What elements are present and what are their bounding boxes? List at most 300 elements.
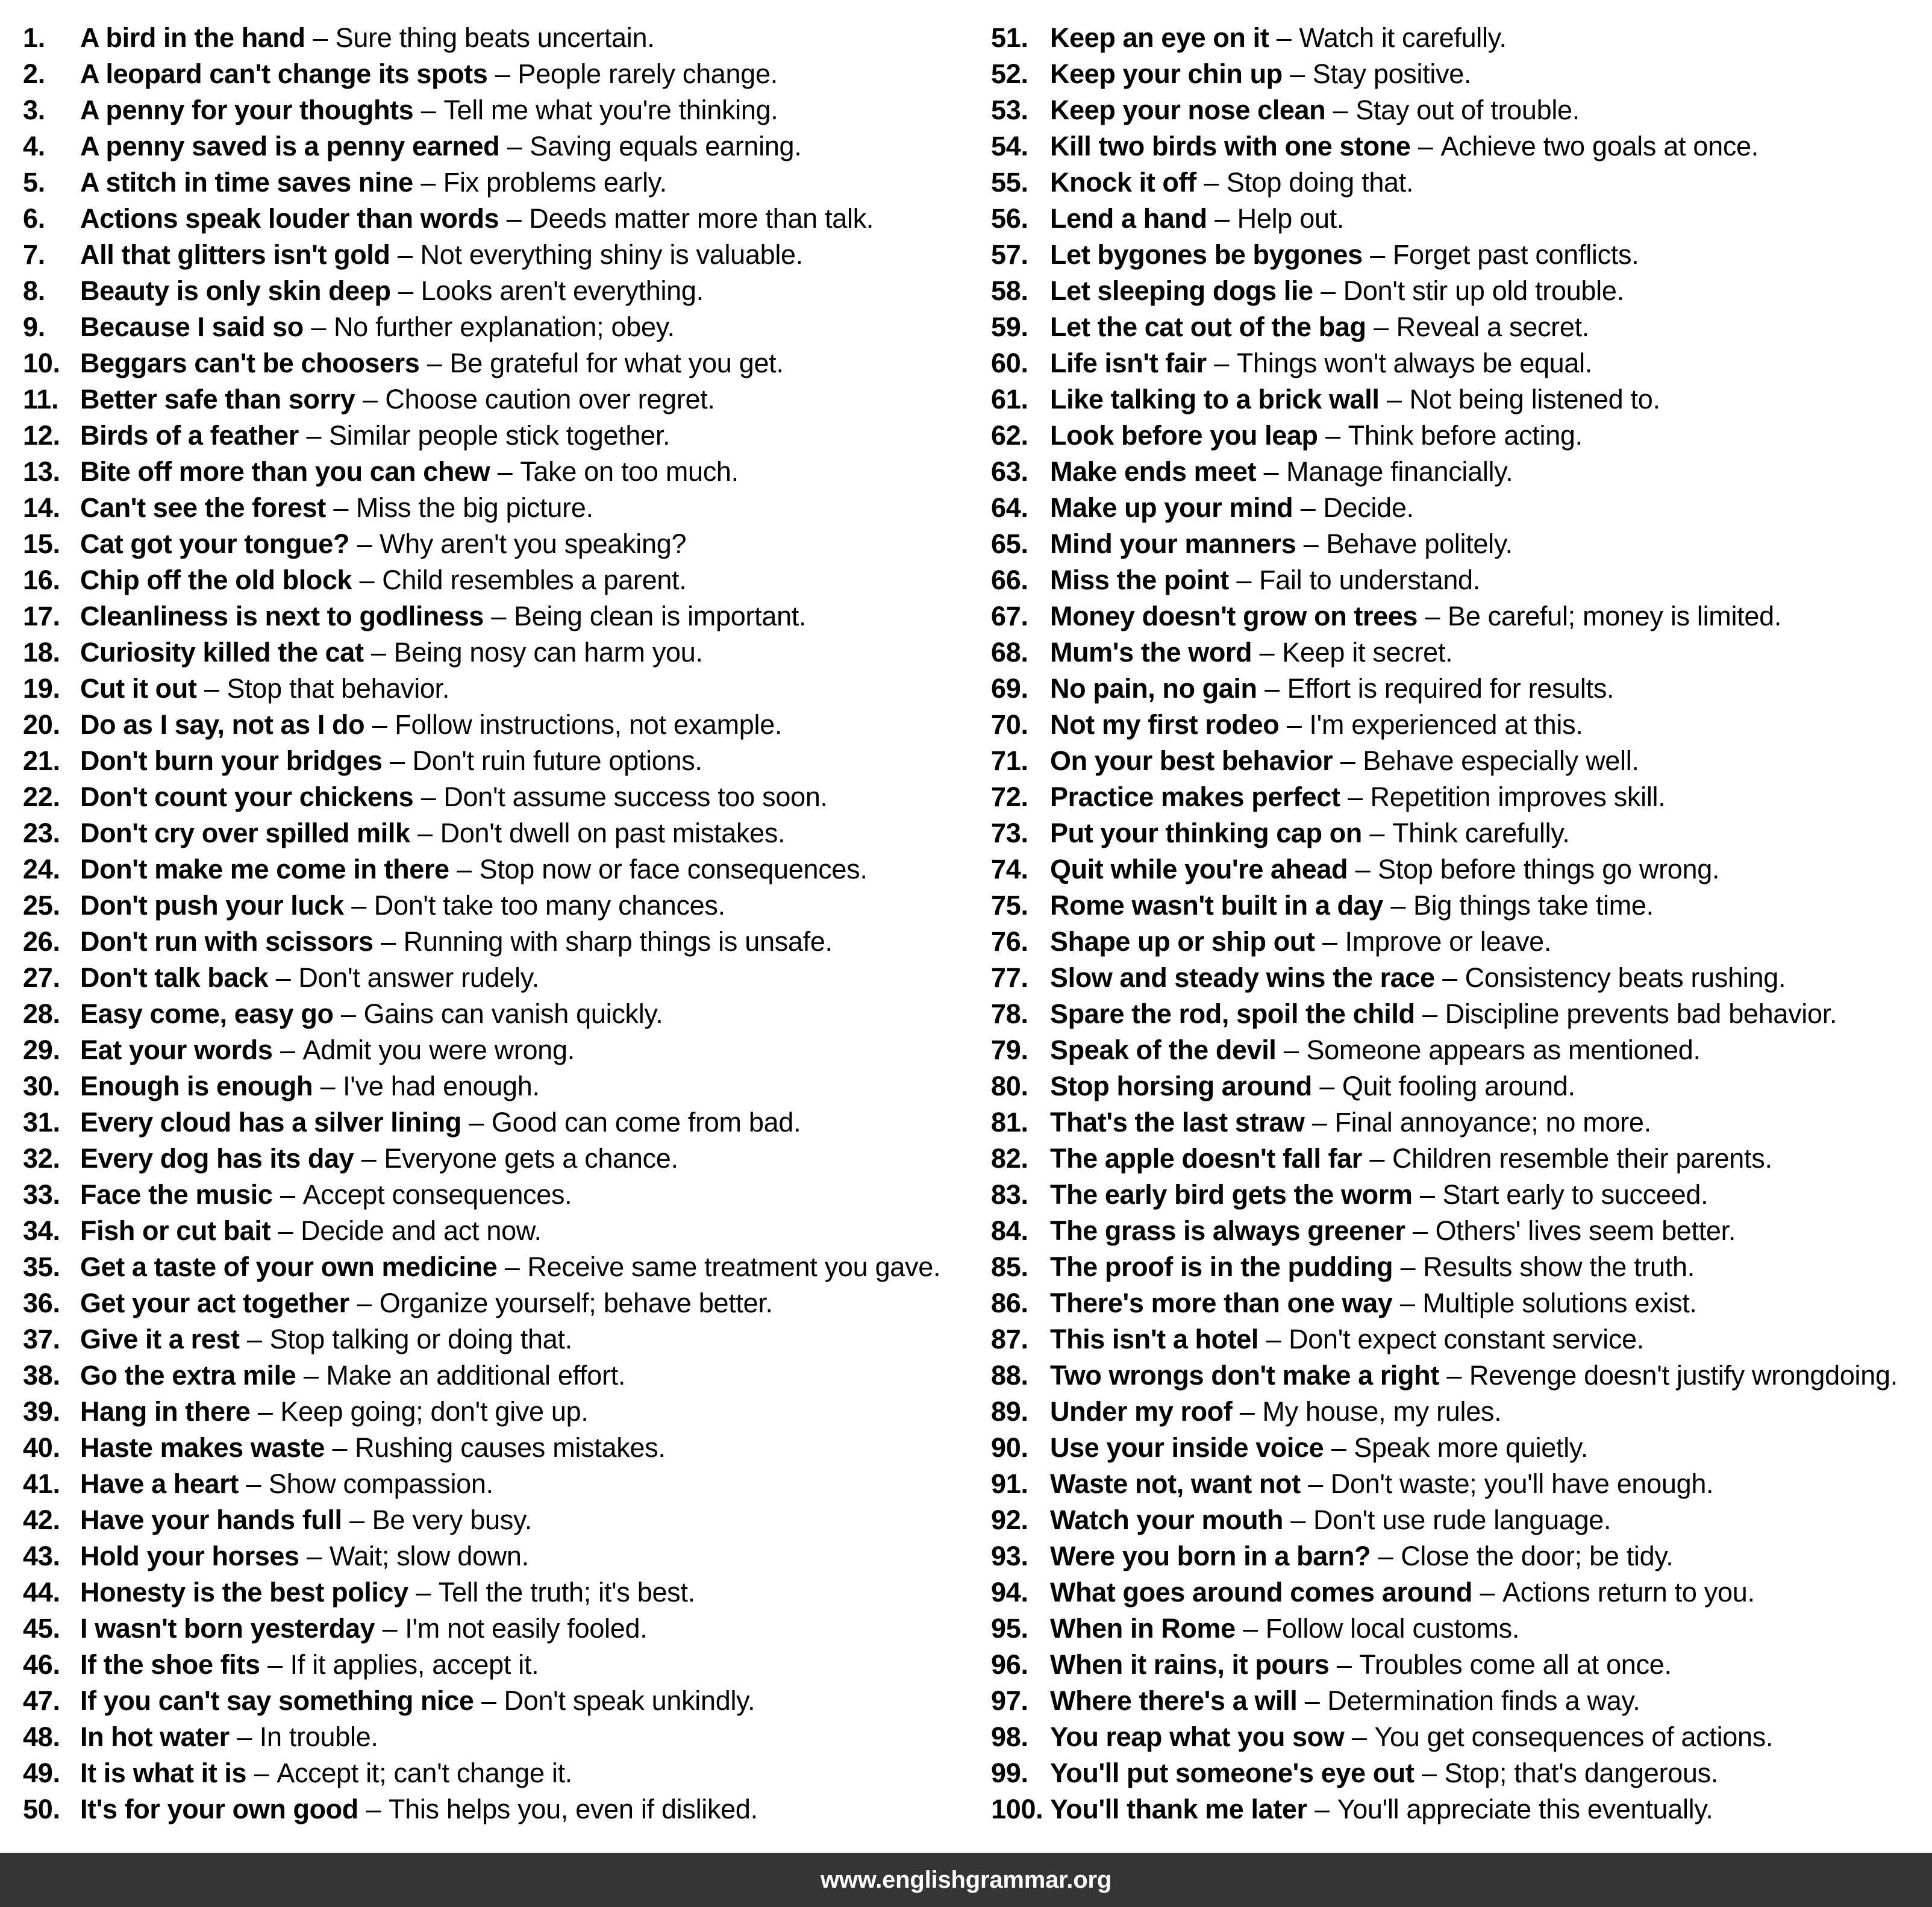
item-text	[1050, 237, 1639, 273]
item-text	[1050, 598, 1781, 634]
list-item	[23, 490, 963, 526]
item-number: 45.	[23, 1613, 60, 1644]
separator-dash: –	[1235, 1613, 1266, 1644]
list-item	[991, 1068, 1931, 1104]
idiom-phrase: When it rains, it pours	[1050, 1649, 1330, 1680]
separator-dash: –	[268, 962, 299, 993]
separator-dash: –	[299, 1541, 330, 1571]
item-text	[80, 1032, 575, 1068]
separator-dash: –	[352, 565, 383, 595]
separator-dash: –	[499, 203, 530, 234]
idiom-phrase: All that glitters isn't gold	[80, 239, 390, 270]
item-number: 53.	[991, 95, 1028, 125]
idiom-phrase: Make ends meet	[1050, 456, 1257, 487]
list-item	[991, 454, 1931, 490]
list-item	[23, 924, 963, 960]
item-number: 32.	[23, 1143, 60, 1174]
item-text	[1050, 164, 1413, 201]
item-text	[1050, 1647, 1672, 1683]
idiom-meaning: Someone appears as mentioned.	[1306, 1035, 1701, 1065]
idiom-meaning: No further explanation; obey.	[333, 312, 675, 342]
item-number: 50.	[23, 1794, 60, 1824]
list-item	[991, 1466, 1931, 1502]
idiom-phrase: You'll put someone's eye out	[1050, 1758, 1415, 1788]
item-text	[1050, 924, 1551, 960]
item-text	[80, 237, 803, 273]
separator-dash: –	[196, 673, 227, 704]
idiom-phrase: You reap what you sow	[1050, 1721, 1345, 1752]
item-number: 16.	[23, 565, 60, 595]
item-number: 41.	[23, 1468, 60, 1499]
item-number: 26.	[23, 926, 60, 957]
item-text	[80, 273, 704, 309]
item-number: 76.	[991, 926, 1028, 957]
item-text	[1050, 56, 1471, 92]
separator-dash: –	[1329, 1649, 1360, 1680]
item-number: 70.	[991, 709, 1028, 740]
idiom-meaning: Fail to understand.	[1258, 565, 1480, 595]
idiom-phrase: A penny saved is a penny earned	[80, 131, 500, 161]
list-item	[991, 598, 1931, 634]
item-text	[80, 454, 739, 490]
list-item	[23, 1068, 963, 1104]
item-number: 60.	[991, 348, 1028, 378]
separator-dash: –	[246, 1758, 277, 1788]
idiom-meaning: Help out.	[1237, 203, 1345, 234]
idiom-phrase: Let the cat out of the bag	[1050, 312, 1366, 342]
idiom-meaning: You get consequences of actions.	[1374, 1721, 1774, 1752]
list-item	[23, 237, 963, 273]
item-number: 34.	[23, 1215, 60, 1246]
idiom-meaning: Follow instructions, not example.	[395, 709, 783, 740]
idiom-phrase: That's the last straw	[1050, 1107, 1305, 1138]
separator-dash: –	[272, 1179, 303, 1210]
list-item	[991, 960, 1931, 996]
idiom-phrase: Not my first rodeo	[1050, 709, 1280, 740]
separator-dash: –	[490, 456, 521, 487]
separator-dash: –	[1311, 1071, 1342, 1101]
item-number: 98.	[991, 1721, 1028, 1752]
item-number: 22.	[23, 781, 60, 812]
idiom-meaning: Effort is required for results.	[1287, 673, 1615, 704]
list-item	[23, 851, 963, 888]
list-item	[23, 345, 963, 381]
list-item	[991, 1791, 1931, 1827]
item-number: 4.	[23, 131, 45, 161]
item-number: 20.	[23, 709, 60, 740]
list-item	[23, 671, 963, 707]
item-text	[1050, 779, 1665, 815]
idiom-phrase: Fish or cut bait	[80, 1215, 271, 1246]
item-text	[1050, 888, 1654, 924]
separator-dash: –	[449, 854, 480, 885]
idiom-phrase: Mind your manners	[1050, 528, 1296, 559]
idiom-meaning: Don't speak unkindly.	[504, 1685, 755, 1716]
item-text	[1050, 1538, 1673, 1574]
separator-dash: –	[1279, 709, 1310, 740]
list-item	[23, 526, 963, 562]
separator-dash: –	[1383, 890, 1413, 921]
list-item	[23, 418, 963, 454]
idiom-phrase: Have your hands full	[80, 1505, 342, 1535]
idiom-meaning: Wait; slow down.	[329, 1541, 529, 1571]
idiom-meaning: Reveal a secret.	[1396, 312, 1589, 342]
idiom-meaning: Accept consequences.	[302, 1179, 572, 1210]
item-number: 11.	[23, 384, 59, 415]
list-item	[991, 1394, 1931, 1430]
separator-dash: –	[1269, 22, 1299, 53]
list-item	[991, 490, 1931, 526]
separator-dash: –	[1304, 1107, 1335, 1138]
idiom-meaning: Think before acting.	[1348, 420, 1583, 451]
item-number: 91.	[991, 1468, 1028, 1499]
list-item	[23, 92, 963, 128]
item-text	[80, 56, 778, 92]
item-number: 80.	[991, 1071, 1028, 1101]
item-number: 36.	[23, 1288, 60, 1318]
idiom-phrase: Look before you leap	[1050, 420, 1318, 451]
idiom-phrase: Do as I say, not as I do	[80, 709, 365, 740]
idiom-meaning: Quit fooling around.	[1342, 1071, 1575, 1101]
item-number: 42.	[23, 1505, 60, 1535]
idiom-meaning: Miss the big picture.	[355, 492, 593, 523]
separator-dash: –	[1228, 565, 1259, 595]
list-item	[991, 1611, 1931, 1647]
item-number: 65.	[991, 528, 1028, 559]
idiom-meaning: Rushing causes mistakes.	[355, 1432, 666, 1463]
idiom-meaning: Show compassion.	[268, 1468, 493, 1499]
item-number: 96.	[991, 1649, 1028, 1680]
item-text	[1050, 815, 1569, 851]
idiom-phrase: Can't see the forest	[80, 492, 326, 523]
idiom-meaning: My house, my rules.	[1262, 1396, 1502, 1427]
item-number: 18.	[23, 637, 60, 668]
separator-dash: –	[1232, 1396, 1263, 1427]
item-text	[80, 960, 539, 996]
list-item	[991, 309, 1931, 345]
idiom-phrase: Watch your mouth	[1050, 1505, 1283, 1535]
list-item	[991, 273, 1931, 309]
idiom-meaning: Sure thing beats uncertain.	[335, 22, 655, 53]
item-number: 63.	[991, 456, 1028, 487]
idiom-meaning: Don't waste; you'll have enough.	[1330, 1468, 1714, 1499]
idiom-phrase: Beauty is only skin deep	[80, 275, 391, 306]
item-text	[1050, 1611, 1519, 1647]
item-number: 43.	[23, 1541, 60, 1571]
list-item	[23, 1502, 963, 1538]
separator-dash: –	[1315, 926, 1345, 957]
idiom-phrase: Keep your chin up	[1050, 58, 1283, 89]
item-text	[1050, 1357, 1898, 1394]
idiom-meaning: Forget past conflicts.	[1392, 239, 1639, 270]
idiom-meaning: Watch it carefully.	[1299, 22, 1507, 53]
idiom-meaning: Determination finds a way.	[1327, 1685, 1640, 1716]
separator-dash: –	[342, 1505, 372, 1535]
separator-dash: –	[1313, 275, 1343, 306]
separator-dash: –	[1340, 781, 1371, 812]
idiom-phrase: Actions speak louder than words	[80, 203, 499, 234]
idiom-phrase: Don't make me come in there	[80, 854, 449, 885]
idiom-phrase: Enough is enough	[80, 1071, 313, 1101]
separator-dash: –	[229, 1721, 260, 1752]
idiom-phrase: Life isn't fair	[1050, 348, 1207, 378]
idiom-phrase: No pain, no gain	[1050, 673, 1257, 704]
item-text	[1050, 1285, 1697, 1321]
item-number: 82.	[991, 1143, 1028, 1174]
idiom-phrase: Money doesn't grow on trees	[1050, 601, 1418, 631]
item-number: 55.	[991, 167, 1028, 198]
separator-dash: –	[239, 1324, 270, 1354]
item-text	[80, 634, 703, 671]
separator-dash: –	[413, 95, 444, 125]
separator-dash: –	[1307, 1794, 1337, 1824]
idiom-meaning: Admit you were wrong.	[302, 1035, 575, 1065]
list-item	[991, 164, 1931, 201]
item-number: 19.	[23, 673, 60, 704]
item-text	[80, 1213, 542, 1249]
idiom-phrase: Don't burn your bridges	[80, 745, 383, 776]
separator-dash: –	[1196, 167, 1227, 198]
list-item	[991, 1430, 1931, 1466]
idiom-meaning: Big things take time.	[1413, 890, 1654, 921]
item-text	[1050, 526, 1513, 562]
item-number: 100.	[991, 1794, 1043, 1824]
item-number: 58.	[991, 275, 1028, 306]
item-text	[80, 201, 874, 237]
item-number: 6.	[23, 203, 45, 234]
idiom-phrase: Get a taste of your own medicine	[80, 1251, 498, 1282]
idiom-phrase: Every dog has its day	[80, 1143, 354, 1174]
item-number: 47.	[23, 1685, 60, 1716]
item-text	[80, 20, 654, 56]
idiom-phrase: Bite off more than you can chew	[80, 456, 490, 487]
list-item	[23, 815, 963, 851]
list-item	[23, 309, 963, 345]
idiom-meaning: Saving equals earning.	[530, 131, 802, 161]
item-text	[1050, 707, 1583, 743]
list-item	[991, 56, 1931, 92]
idiom-phrase: In hot water	[80, 1721, 230, 1752]
item-number: 39.	[23, 1396, 60, 1427]
item-number: 57.	[991, 239, 1028, 270]
idiom-meaning: Children resemble their parents.	[1392, 1143, 1772, 1174]
item-text	[1050, 345, 1592, 381]
idiom-meaning: Don't expect constant service.	[1289, 1324, 1644, 1354]
separator-dash: –	[1410, 131, 1441, 161]
item-number: 61.	[991, 384, 1028, 415]
item-text	[80, 92, 778, 128]
separator-dash: –	[1344, 1721, 1375, 1752]
idiom-phrase: Put your thinking cap on	[1050, 818, 1362, 848]
idiom-phrase: If the shoe fits	[80, 1649, 260, 1680]
item-text	[80, 815, 785, 851]
item-number: 24.	[23, 854, 60, 885]
separator-dash: –	[1206, 348, 1237, 378]
idiom-meaning: Follow local customs.	[1265, 1613, 1520, 1644]
idiom-meaning: I've had enough.	[343, 1071, 540, 1101]
item-text	[80, 1104, 801, 1141]
list-item	[23, 381, 963, 418]
idiom-meaning: Discipline prevents bad behavior.	[1445, 998, 1837, 1029]
separator-dash: –	[1324, 1432, 1354, 1463]
idiom-phrase: Speak of the devil	[1050, 1035, 1277, 1065]
list-item	[23, 1791, 963, 1827]
idiom-meaning: You'll appreciate this eventually.	[1337, 1794, 1713, 1824]
separator-dash: –	[1257, 673, 1287, 704]
list-item	[991, 1249, 1931, 1285]
idiom-phrase: A leopard can't change its spots	[80, 58, 488, 89]
website-link[interactable]: www.englishgrammar.org	[820, 1866, 1112, 1893]
idiom-phrase: Make up your mind	[1050, 492, 1293, 523]
idiom-phrase: Practice makes perfect	[1050, 781, 1340, 812]
item-number: 87.	[991, 1324, 1028, 1354]
separator-dash: –	[325, 492, 356, 523]
list-item	[23, 128, 963, 164]
idiom-meaning: Good can come from bad.	[491, 1107, 801, 1138]
item-number: 37.	[23, 1324, 60, 1354]
idiom-meaning: Why aren't you speaking?	[380, 528, 687, 559]
idiom-phrase: What goes around comes around	[1050, 1577, 1472, 1608]
separator-dash: –	[1282, 58, 1313, 89]
item-text	[80, 1502, 532, 1538]
list-item	[991, 1647, 1931, 1683]
list-item	[991, 1032, 1931, 1068]
item-text	[1050, 1068, 1575, 1104]
list-item	[991, 1538, 1931, 1574]
item-text	[80, 381, 715, 418]
idiom-meaning: Consistency beats rushing.	[1465, 962, 1786, 993]
separator-dash: –	[355, 384, 386, 415]
list-item	[991, 815, 1931, 851]
idiom-phrase: Let bygones be bygones	[1050, 239, 1363, 270]
idiom-meaning: Accept it; can't change it.	[277, 1758, 572, 1788]
separator-dash: –	[461, 1107, 492, 1138]
idiom-meaning: Speak more quietly.	[1354, 1432, 1588, 1463]
list-item	[23, 1538, 963, 1574]
list-item	[23, 1611, 963, 1647]
idiom-phrase: Give it a rest	[80, 1324, 240, 1354]
item-number: 3.	[23, 95, 45, 125]
idiom-meaning: Stay positive.	[1312, 58, 1472, 89]
item-text	[80, 1538, 529, 1574]
idiom-phrase: Have a heart	[80, 1468, 239, 1499]
list-item	[991, 562, 1931, 598]
list-item	[991, 851, 1931, 888]
separator-dash: –	[1325, 95, 1356, 125]
idiom-list-left	[23, 20, 963, 1827]
idiom-phrase: Stop horsing around	[1050, 1071, 1312, 1101]
idiom-meaning: Child resembles a parent.	[382, 565, 687, 595]
idiom-phrase: A penny for your thoughts	[80, 95, 414, 125]
list-item	[991, 418, 1931, 454]
item-text	[80, 309, 675, 345]
list-item	[991, 1719, 1931, 1755]
separator-dash: –	[272, 1035, 303, 1065]
item-text	[1050, 634, 1452, 671]
item-text	[80, 851, 868, 888]
separator-dash: –	[499, 131, 530, 161]
idiom-phrase: Cleanliness is next to godliness	[80, 601, 484, 631]
idiom-phrase: Waste not, want not	[1050, 1468, 1301, 1499]
list-item	[23, 634, 963, 671]
idiom-phrase: Don't talk back	[80, 962, 269, 993]
idiom-meaning: Stay out of trouble.	[1355, 95, 1580, 125]
item-text	[80, 1791, 758, 1827]
item-number: 10.	[23, 348, 60, 378]
item-number: 56.	[991, 203, 1028, 234]
separator-dash: –	[1276, 1035, 1307, 1065]
idiom-meaning: Looks aren't everything.	[420, 275, 704, 306]
list-item	[991, 345, 1931, 381]
separator-dash: –	[298, 420, 329, 451]
item-text	[1050, 201, 1344, 237]
idiom-meaning: Be careful; money is limited.	[1448, 601, 1782, 631]
idiom-meaning: Not everything shiny is valuable.	[420, 239, 803, 270]
list-item	[991, 743, 1931, 779]
item-number: 94.	[991, 1577, 1028, 1608]
idiom-phrase: Kill two birds with one stone	[1050, 131, 1411, 161]
idiom-meaning: Achieve two goals at once.	[1440, 131, 1758, 161]
idiom-meaning: Improve or leave.	[1345, 926, 1552, 957]
separator-dash: –	[1379, 384, 1410, 415]
list-item	[991, 237, 1931, 273]
separator-dash: –	[303, 312, 334, 342]
separator-dash: –	[419, 348, 450, 378]
item-number: 66.	[991, 565, 1028, 595]
item-text	[1050, 273, 1624, 309]
separator-dash: –	[1439, 1360, 1469, 1391]
idiom-phrase: Eat your words	[80, 1035, 273, 1065]
separator-dash: –	[375, 1613, 405, 1644]
item-number: 48.	[23, 1721, 60, 1752]
item-text	[80, 164, 667, 201]
item-text	[80, 779, 828, 815]
list-item	[991, 1177, 1931, 1213]
item-text	[1050, 1032, 1701, 1068]
item-number: 13.	[23, 456, 60, 487]
list-item	[23, 598, 963, 634]
list-item	[991, 779, 1931, 815]
separator-dash: –	[270, 1215, 301, 1246]
separator-dash: –	[1318, 420, 1348, 451]
separator-dash: –	[1258, 1324, 1289, 1354]
idiom-phrase: Go the extra mile	[80, 1360, 296, 1391]
list-item	[23, 996, 963, 1032]
item-text	[1050, 454, 1513, 490]
idiom-phrase: Honesty is the best policy	[80, 1577, 408, 1608]
item-number: 95.	[991, 1613, 1028, 1644]
list-item	[23, 56, 963, 92]
item-number: 93.	[991, 1541, 1028, 1571]
item-text	[1050, 1466, 1713, 1502]
item-text	[1050, 128, 1758, 164]
idiom-phrase: Mum's the word	[1050, 637, 1252, 668]
item-number: 7.	[23, 239, 45, 270]
item-number: 72.	[991, 781, 1028, 812]
item-number: 90.	[991, 1432, 1028, 1463]
item-number: 51.	[991, 22, 1028, 53]
idiom-phrase: Hang in there	[80, 1396, 251, 1427]
list-item	[991, 20, 1931, 56]
item-text	[80, 1141, 678, 1177]
idiom-phrase: Don't run with scissors	[80, 926, 374, 957]
separator-dash: –	[410, 818, 440, 848]
list-item	[23, 201, 963, 237]
item-number: 8.	[23, 275, 45, 306]
item-text	[1050, 1791, 1713, 1827]
item-text	[1050, 671, 1614, 707]
idiom-meaning: Others' lives seem better.	[1435, 1215, 1736, 1246]
